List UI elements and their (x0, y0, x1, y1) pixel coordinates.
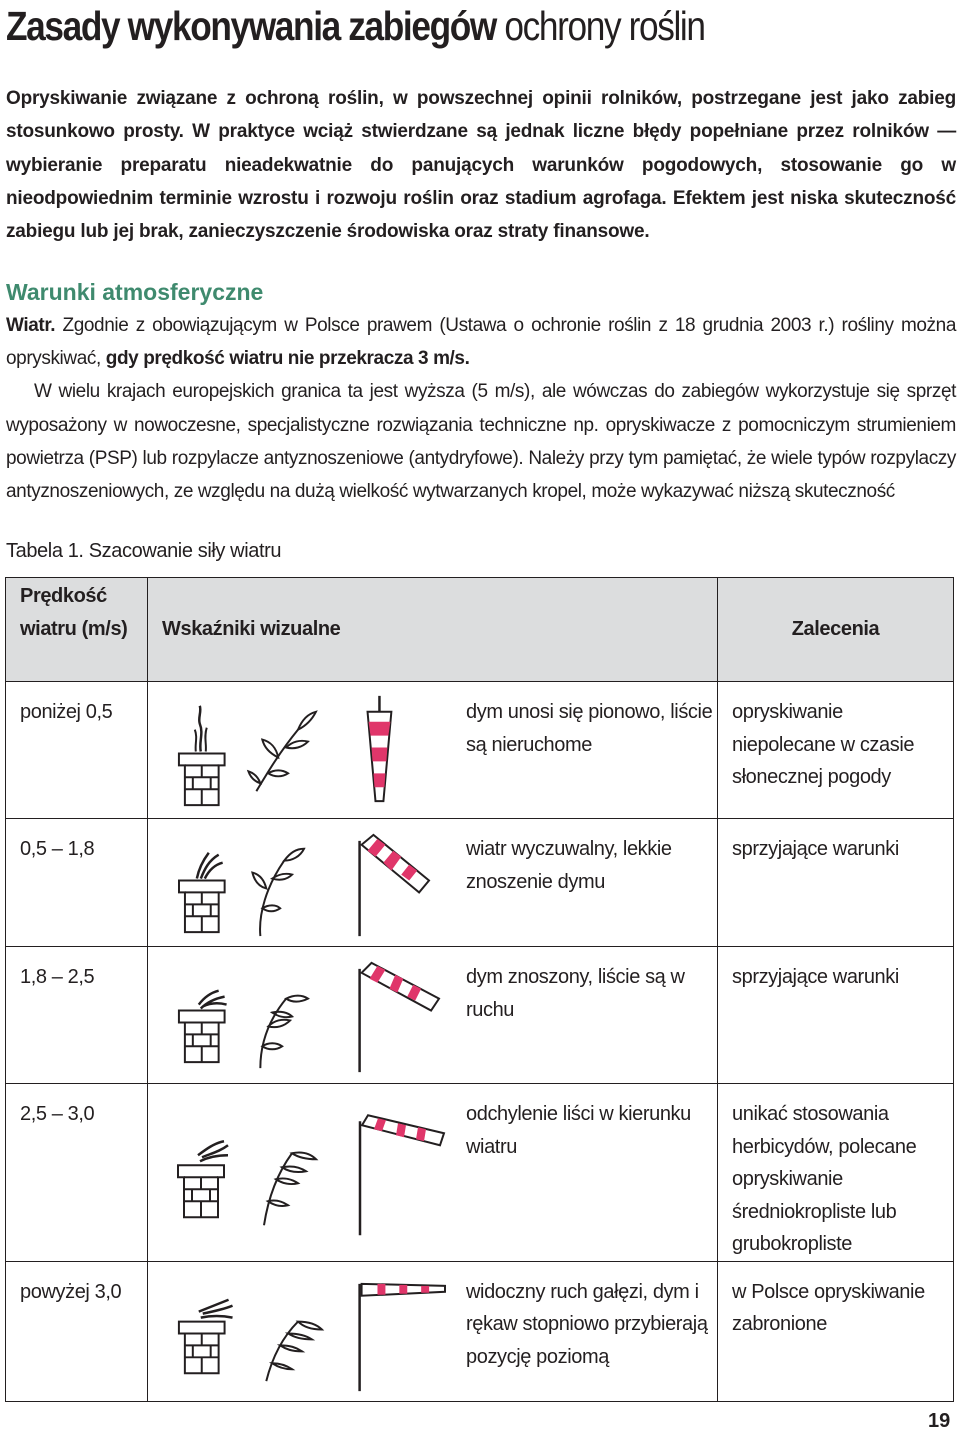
speed-cell: 2,5 – 3,0 (6, 1084, 148, 1262)
wind-illustration (148, 1262, 462, 1401)
speed-cell: powyżej 3,0 (6, 1261, 148, 1401)
paragraph-wind (6, 309, 956, 375)
table-row (6, 947, 954, 1084)
recommendation-cell: sprzyjające warunki (718, 947, 954, 1084)
chimney-smoke-icon (179, 853, 225, 932)
section-heading: Warunki atmosferyczne (6, 279, 264, 305)
page-title (6, 2, 823, 50)
header-recommendations: Zalecenia (718, 578, 954, 682)
page-title-bold: Zasady wykonywania zabiegów (6, 3, 496, 49)
body-text (6, 309, 956, 508)
indicator-cell (148, 1261, 718, 1401)
wind-table (5, 577, 954, 1402)
indicator-text: odchylenie liści w kierunku wiatru (466, 1103, 691, 1158)
paragraph-wind-lead: Wiatr. (6, 315, 56, 336)
indicator-cell (148, 682, 718, 819)
chimney-smoke-icon (179, 706, 225, 805)
page-title-light: ochrony roślin (504, 3, 705, 49)
intro-paragraph (6, 82, 956, 248)
wind-illustration (148, 947, 462, 1083)
paragraph-europe: W wielu krajach europejskich granica ta jest wyższa (5 m/s), ale wówczas do zabiegów wykorzystuje się sprzęt wyposażony w nowoczesne, specjalistyczne rozwiązania techniczne np. opryskiwacze z pomocniczym strumieniem powietrza (PSP) lub rozpylacze antyznoszeniowe (antydryfowe). Należy przy tym pamiętać, że wiele typów rozpylaczy antyznoszeniowych, ze względu na dużą wielkość wytwarzanych kropel, może wykazywać niższą skuteczność (6, 381, 956, 503)
recommendation-cell: w Polsce opryskiwanie zabronione (718, 1261, 954, 1401)
plant-icon (248, 712, 316, 791)
chimney-smoke-icon (178, 1141, 228, 1217)
table-header-row (6, 578, 954, 682)
wind-illustration (148, 682, 462, 818)
windsock-icon (360, 963, 439, 1072)
indicator-cell (148, 819, 718, 947)
recommendation-cell: unikać stosowania herbicydów, polecane opryskiwanie średniokropliste lub grubokropliste (718, 1084, 954, 1262)
table-row (6, 682, 954, 819)
page-number: 19 (928, 1410, 951, 1432)
speed-cell: 1,8 – 2,5 (6, 947, 148, 1084)
indicator-text: widoczny ruch gałęzi, dym i rękaw stopniowo przybierają pozycję poziomą (466, 1280, 708, 1368)
plant-icon (266, 1321, 322, 1381)
chimney-smoke-icon (179, 991, 227, 1062)
table-caption: Tabela 1. Szacowanie siły wiatru (6, 540, 282, 562)
table-row (6, 1261, 954, 1401)
plant-icon (260, 996, 308, 1068)
header-speed: Prędkość wiatru (m/s) (6, 578, 148, 682)
table-row (6, 819, 954, 947)
wind-illustration (148, 819, 462, 946)
paragraph-wind-bold: gdy prędkość wiatru nie przekracza 3 m/s. (105, 348, 470, 370)
indicator-text: dym znoszony, liście są w ruchu (466, 966, 685, 1021)
windsock-icon (360, 835, 429, 936)
plant-icon (252, 849, 304, 936)
speed-cell: poniżej 0,5 (6, 682, 148, 819)
indicator-text: wiatr wyczuwalny, lekkie znoszenie dymu (466, 838, 672, 893)
indicator-cell (148, 947, 718, 1084)
indicator-text: dym unosi się pionowo, liście są nieruchome (466, 701, 713, 756)
recommendation-cell: sprzyjające warunki (718, 819, 954, 947)
table-row (6, 1084, 954, 1262)
paragraph-wind-text: Zgodnie z obowiązującym w Polsce prawem (Ustawa o ochronie roślin z 18 grudnia 2003 r.) rośliny można opryskiwać, (6, 315, 956, 370)
recommendation-cell: opryskiwanie niepolecane w czasie słonecznej pogody (718, 682, 954, 819)
wind-illustration (148, 1084, 462, 1261)
chimney-smoke-icon (179, 1299, 233, 1372)
speed-cell: 0,5 – 1,8 (6, 819, 148, 947)
windsock-icon (360, 1115, 444, 1235)
intro-text: Opryskiwanie związane z ochroną roślin, w powszechnej opinii rolników, postrzegane jest jako zabieg stosunkowo prosty. W praktyce wciąż stwierdzane są jednak liczne błędy popełniane przez rolników — wybieranie preparatu nieadekwatnie do panujących warunków pogodowych, stosowanie go w nieodpowiednim terminie wzrostu i rozwoju roślin oraz stadium agrofaga. Efektem jest niska skuteczność zabiegu lub jej brak, zanieczyszczenie środowiska oraz straty finansowe. (6, 88, 956, 243)
windsock-icon (368, 696, 392, 801)
indicator-cell (148, 1084, 718, 1262)
header-indicators: Wskaźniki wizualne (148, 578, 718, 682)
windsock-icon (360, 1283, 445, 1390)
plant-icon (264, 1153, 316, 1226)
